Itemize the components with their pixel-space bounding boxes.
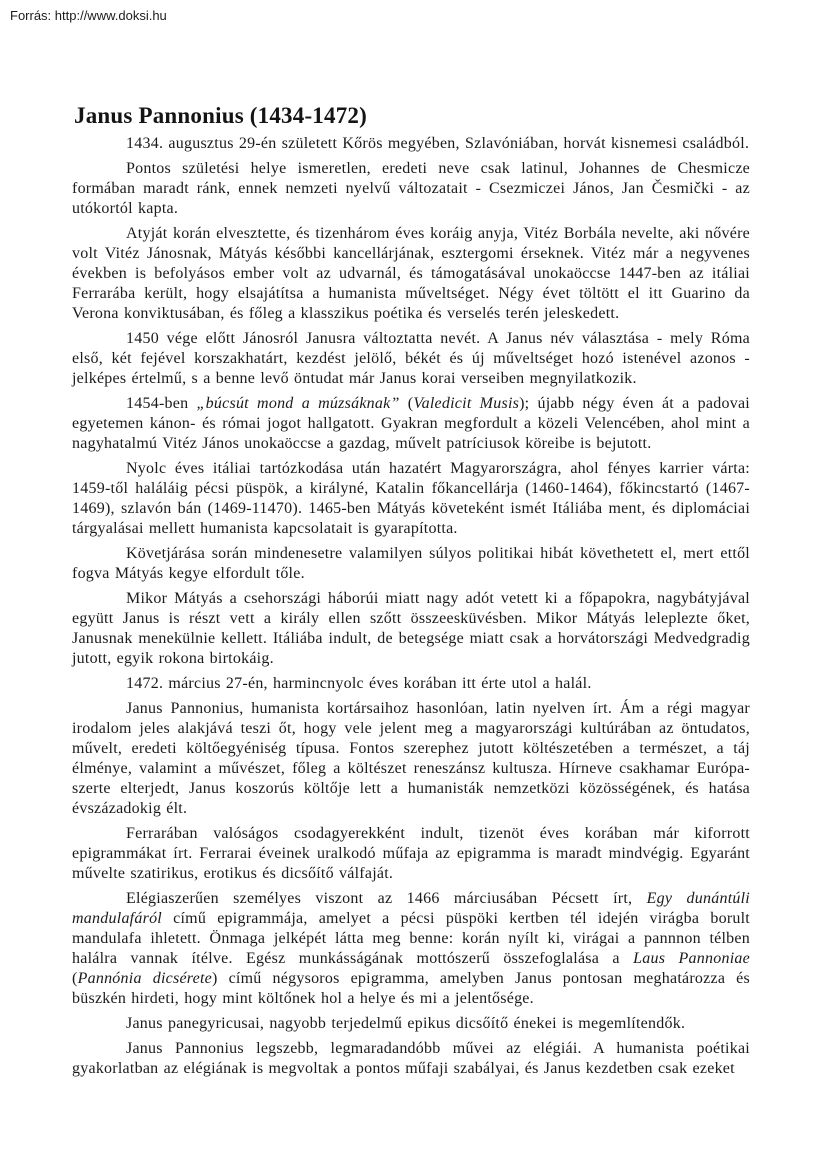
paragraph: [72, 394, 750, 454]
paragraph: [72, 1039, 750, 1079]
text-run: (: [72, 969, 78, 987]
text-run: Nyolc éves itáliai tartózkodása után hazatért Magyarországra, ahol fényes karrier várta: 1459-től haláláig pécsi püspök, a királyné, Katalin főkancellárja (1460-1464), főkincstartó (1467-1469), szlavón bán (1469-11470). 1465-ben Mátyás követeként ismét Itáliába ment, és diplomáciai tárgyalásai mellett humanista kapcsolatait is gyarapította.: [72, 459, 750, 537]
document-content: [72, 24, 750, 1084]
text-run: című epigrammája, amelyet a pécsi püspöki kertben tél idején virágba borult mandulafa ihletett. Önmaga jelképét látta meg benne: korán nyílt ki, virágai a pannnon télben halálra vannak ítélve. Egész munkásságának mottószerű összefoglalása a: [72, 909, 750, 967]
text-run: Ferrarában valóságos csodagyerekként indult, tizenöt éves korában már kiforrott epigrammákat írt. Ferrarai éveinek uralkodó műfaja az epigramma is maradt mindvégig. Egyaránt művelte szatirikus, erotikus és dicsőítő válfaját.: [72, 824, 750, 882]
text-run: Követjárása során mindenesetre valamilyen súlyos politikai hibát követhetett el, mert ettől fogva Mátyás kegye elfordult tőle.: [72, 544, 750, 582]
paragraph: [72, 674, 750, 694]
text-run: ) című négysoros epigramma, amelyben Janus pontosan meghatározza és büszkén hirdeti, hogy mint költőnek hol a helye és mi a jelentősége.: [72, 969, 750, 1007]
text-run: Janus Pannonius, humanista kortársaihoz hasonlóan, latin nyelven írt. Ám a régi magyar irodalom jeles alakjává teszi őt, hogy vele jelent meg a magyarországi kultúrában az öntudatos, művelt, eredeti költőegyéniség típusa. Fontos szerephez jutott költészetében a természet, a táj élménye, valamint a művészet, főleg a költészet reneszánsz kultusza. Hírneve csakhamar Európa-szerte elterjedt, Janus koszorús költője lett a humanisták nemzetközi közösségének, és hatása évszázadokig élt.: [72, 699, 750, 817]
paragraph: [72, 589, 750, 669]
paragraph: [72, 544, 750, 584]
paragraph: [72, 134, 750, 154]
text-run: Mikor Mátyás a csehországi háborúi miatt nagy adót vetett ki a főpapokra, nagybátyjával együtt Janus is részt vett a király ellen szőtt összeesküvésben. Mikor Mátyás leleplezte őket, Janusnak menekülnie kellett. Itáliába indult, de betegsége miatt csak a horvátországi Medvedgradig jutott, egyik rokona birtokáig.: [72, 589, 750, 667]
document-body: [72, 134, 750, 1079]
text-run: ); újabb négy éven át a padovai egyetemen kánon- és római jogot hallgatott. Gyakran megfordult a közeli Velencében, ahol mint a nagyhatalmú Vitéz János unokaöccse a gazdag, művelt patríciusok köreibe is bejutott.: [72, 394, 750, 452]
paragraph: [72, 159, 750, 219]
text-run: 1472. március 27-én, harmincnyolc éves korában itt érte utol a halál.: [126, 674, 592, 692]
text-run: Elégiaszerűen személyes viszont az 1466 márciusában Pécsett írt,: [126, 889, 647, 907]
paragraph: [72, 329, 750, 389]
paragraph: [72, 824, 750, 884]
paragraph: [72, 889, 750, 1009]
italic-text-run: Egy dunántúli mandulafáról: [72, 889, 750, 927]
italic-text-run: Laus Pannoniae: [633, 949, 750, 967]
text-run: (: [399, 394, 414, 412]
italic-text-run: Valedicit Musis: [413, 394, 520, 412]
paragraph: [72, 224, 750, 324]
text-run: Janus Pannonius legszebb, legmaradandóbb művei az elégiái. A humanista poétikai gyakorlatban az elégiának is megvoltak a pontos műfaji szabályai, és Janus kezdetben csak ezeket: [72, 1039, 750, 1077]
paragraph: [72, 1014, 750, 1034]
page-title: Janus Pannonius (1434-1472): [74, 103, 367, 128]
text-run: Atyját korán elvesztette, és tizenhárom éves koráig anyja, Vitéz Borbála nevelte, aki nővére volt Vitéz Jánosnak, Mátyás későbbi kancellárjának, esztergomi érseknek. Vitéz már a negyvenes években is befolyásos ember volt az udvarnál, és támogatásával unokaöccse 1447-ben az itáliai Ferrarába került, hogy elsajátítsa a humanista műveltséget. Négy évet töltött el itt Guarino da Verona konviktusában, és főleg a klasszikus poétika és verselés terén jeleskedett.: [72, 224, 750, 322]
text-run: 1454-ben: [126, 394, 197, 412]
italic-text-run: Pannónia dicsérete: [77, 969, 213, 987]
paragraph: [72, 699, 750, 819]
text-run: Pontos születési helye ismeretlen, eredeti neve csak latinul, Johannes de Chesmicze formában maradt ránk, ennek nemzeti nyelvű változatait - Csezmiczei János, Jan Česmički - az utókortól kapta.: [72, 159, 750, 217]
text-run: 1450 vége előtt Jánosról Janusra változtatta nevét. A Janus név választása - mely Róma első, két fejével korszakhatárt, kezdést jelölő, békét és új műveltséget hozó istenével azonos - jelképes értelmű, s a benne levő öntudat már Janus korai verseiben megnyilatkozik.: [72, 329, 750, 387]
text-run: 1434. augusztus 29-én született Kőrös megyében, Szlavóniában, horvát kisnemesi családból.: [126, 134, 750, 152]
italic-text-run: „búcsút mond a múzsáknak”: [196, 394, 400, 412]
text-run: Janus panegyricusai, nagyobb terjedelmű epikus dicsőítő énekei is megemlítendők.: [126, 1014, 686, 1032]
source-url-note: Forrás: http://www.doksi.hu: [10, 8, 167, 23]
paragraph: [72, 459, 750, 539]
